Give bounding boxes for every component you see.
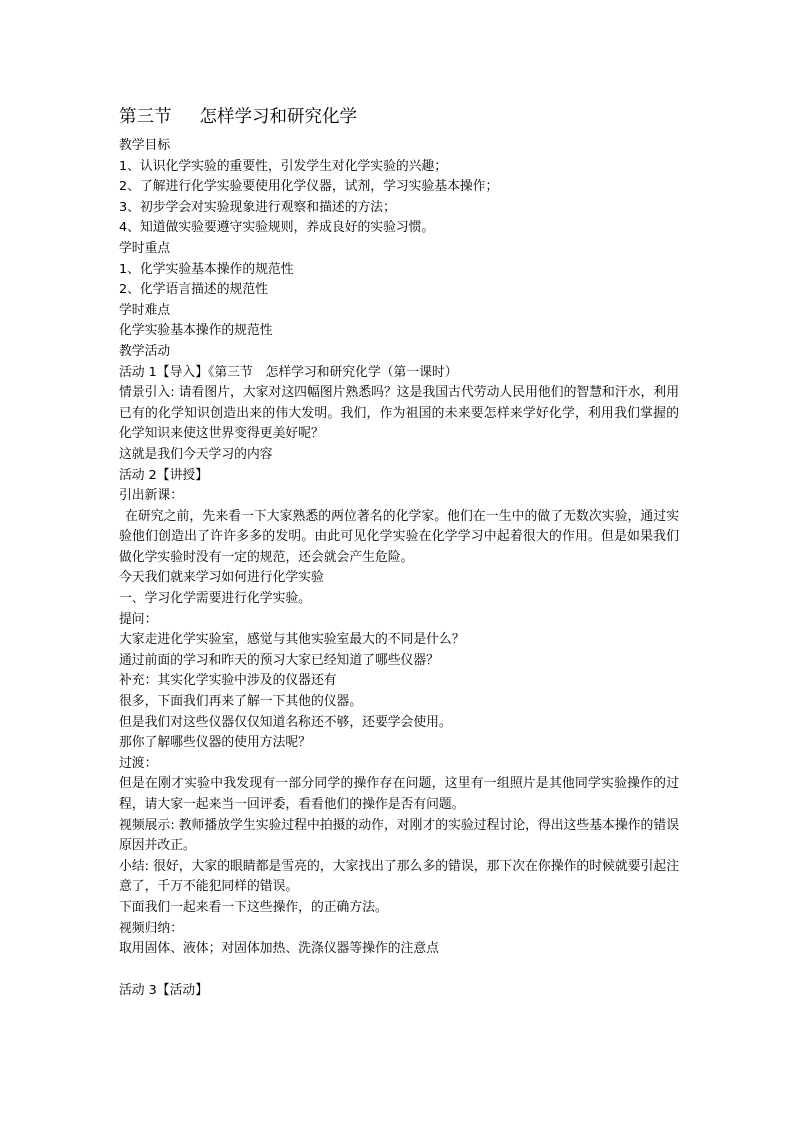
below-line: 下面我们一起来看一下这些操作，的正确方法。 xyxy=(119,899,388,915)
keypoints-heading: 学时重点 xyxy=(119,240,171,256)
objective-item: 1、认识化学实验的重要性，引发学生对化学实验的兴趣； xyxy=(119,158,448,174)
section-one-heading: 一、学习化学需要进行化学实验。 xyxy=(119,591,311,607)
question-label: 提问： xyxy=(119,611,158,627)
title-topic: 怎样学习和研究化学 xyxy=(199,107,357,127)
video-show-paragraph: 视频展示: 教师播放学生实验过程中拍摄的动作，对刚才的实验过程讨论，得出这些基本操作的错误原因并改正。 xyxy=(119,817,679,854)
video-summary-label: 视频归纳： xyxy=(119,920,183,936)
today-line: 今天我们就来学习如何进行化学实验 xyxy=(119,570,324,586)
objectives-heading: 教学目标 xyxy=(119,138,171,153)
supplement-line: 很多，下面我们再来了解一下其他的仪器。 xyxy=(119,694,363,710)
page-title xyxy=(119,104,679,130)
activity1-intro: 情景引入: 请看图片，大家对这四幅图片熟悉吗？这是我国古代劳动人民用他们的智慧和汗水，利用已有的化学知识创造出来的伟大发明。我们，作为祖国的未来要怎样来学好化学，利用我们掌握的化学知识来使这世界变得更美好呢？ xyxy=(119,385,679,442)
objective-item: 4、知道做实验要遵守实验规则，养成良好的实验习惯。 xyxy=(119,220,435,236)
activity3-heading: 活动 3【活动】 xyxy=(119,982,208,998)
video-summary-text: 取用固体、液体；对固体加热、洗涤仪器等操作的注意点 xyxy=(119,941,439,957)
keypoint-item: 1、化学实验基本操作的规范性 xyxy=(119,261,294,277)
activity1-heading: 活动 1【导入】《第三节 怎样学习和研究化学（第一课时） xyxy=(119,364,458,380)
but-line: 但是我们对这些仪器仅仅知道名称还不够，还要学会使用。 xyxy=(119,714,452,730)
objective-item: 2、了解进行化学实验要使用化学仪器，试剂，学习实验基本操作； xyxy=(119,179,499,195)
title-section: 第三节 xyxy=(119,107,172,127)
difficulty-text: 化学实验基本操作的规范性 xyxy=(119,323,273,339)
document-body xyxy=(119,104,679,1001)
objective-item: 3、初步学会对实验现象进行观察和描述的方法； xyxy=(119,199,396,215)
question-line: 大家走进化学实验室，感觉与其他实验室最大的不同是什么？ xyxy=(119,632,465,648)
supplement-line: 补充：其实化学实验中涉及的仪器还有 xyxy=(119,673,337,689)
new-lesson-label: 引出新课： xyxy=(119,488,183,504)
keypoint-item: 2、化学语言描述的规范性 xyxy=(119,282,268,298)
know-line: 那你了解哪些仪器的使用方法呢？ xyxy=(119,735,311,751)
transition-label: 过渡： xyxy=(119,755,158,771)
question-line: 通过前面的学习和昨天的预习大家已经知道了哪些仪器？ xyxy=(119,652,439,668)
summary-paragraph: 小结: 很好，大家的眼睛都是雪亮的，大家找出了那么多的错误，那下次在你操作的时候就要引起注意了，千万不能犯同样的错误。 xyxy=(119,858,679,895)
difficulty-heading: 学时难点 xyxy=(119,302,171,318)
blank-line xyxy=(119,960,679,981)
activity1-end: 这就是我们今天学习的内容 xyxy=(119,446,273,462)
activities-heading: 教学活动 xyxy=(119,343,171,359)
new-lesson-paragraph: 在研究之前，先来看一下大家熟悉的两位著名的化学家。他们在一生中的做了无数次实验，通过实验他们创造出了许许多多的发明。由此可见化学实验在化学学习中起着很大的作用。但是如果我们做化学实验时没有一定的规范，还会就会产生危险。 xyxy=(119,508,679,565)
activity2-heading: 活动 2【讲授】 xyxy=(119,467,208,483)
transition-paragraph: 但是在刚才实验中我发现有一部分同学的操作存在问题，这里有一组照片是其他同学实验操作的过程，请大家一起来当一回评委，看看他们的操作是否有问题。 xyxy=(119,776,679,812)
